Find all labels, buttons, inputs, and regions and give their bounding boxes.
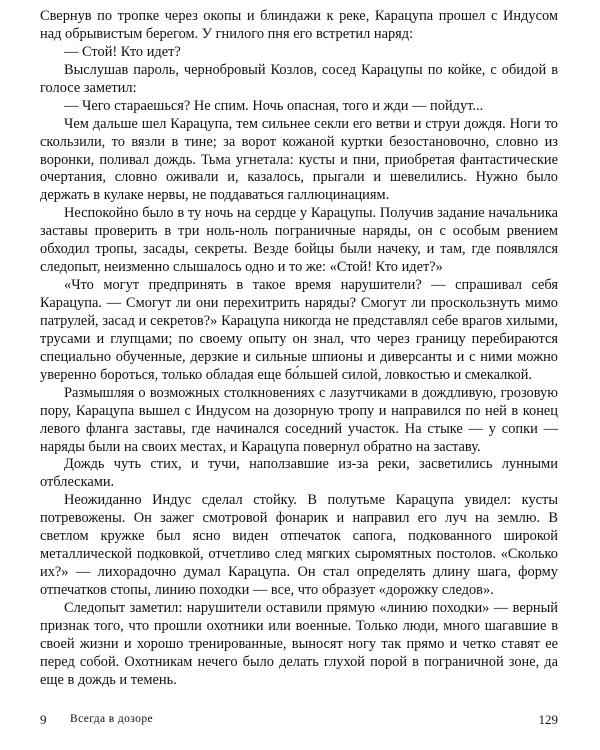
paragraph-6: Неспокойно было в ту ночь на сердце у Карацупы. Получив задание начальника заставы проверить в три ноль-ноль пограничные наряды, он с особым рвением обходил тропы, засады, секреты. Везде бойцы были начеку, и там, где появлялся следопыт, неизменно слышалось одно и то же: «Стой! Кто идет?» (40, 205, 558, 276)
paragraph-4: — Чего стараешься? Не спим. Ночь опасная, того и жди — пойдут... (64, 97, 484, 114)
body-text (40, 8, 558, 690)
paragraph-1: Свернув по тропке через окопы и блиндажи к реке, Карацупа прошел с Индусом над обрывистым берегом. У гнилого пня его встретил наряд: (40, 8, 558, 42)
paragraph-5: Чем дальше шел Карацупа, тем сильнее секли его ветви и струи дождя. Ноги то скользили, то вязли в тине; за ворот кожаной куртки безостановочно, словно из воронки, поливал дождь. Тьма угнетала: кусты и пни, приобретая фантастические очертания, словно оживали и, казалось, прыгали и шевелились. Нужно было держать в кулаке нервы, не поддаваться галлюцинациям. (40, 115, 558, 204)
signature-title: Всегда в дозоре (70, 713, 153, 725)
paragraph-2: — Стой! Кто идет? (64, 43, 181, 60)
signature-number: 9 (40, 712, 47, 727)
paragraph-11: Следопыт заметил: нарушители оставили прямую «линию походки» — верный признак того, что прошли охотники или военные. Только люди, много шагавшие в своей жизни и хорошо тренированные, выносят ногу так прямо и четко ставят ее перед собой. Охотникам нечего было делать глухой порой в пограничной зоне, да еще в дождь и темень. (40, 599, 558, 688)
paragraph-3: Выслушав пароль, чернобровый Козлов, сосед Карацупы по койке, с обидой в голосе заметил: (40, 61, 558, 96)
paragraph-7: «Что могут предпринять в такое время нарушители? — спрашивал себя Карацупа. — Смогут ли они перехитрить наряды? Смогут ли проскользнуть мимо патрулей, засад и секретов?» Карацупа никогда не представлял себе врагов хилыми, трусами и глупцами; по своему опыту он знал, что через границу перебираются специально обученные, дерзкие и сильные шпионы и диверсанты и с ними можно уверенно бороться, только обладая еще бо́льшей силой, ловкостью и смекалкой. (40, 277, 558, 383)
page-footer (40, 712, 558, 730)
paragraph-8: Размышляя о возможных столкновениях с лазутчиками в дождливую, грозовую пору, Карацупа вышел с Индусом на дозорную тропу и направился по ней в конец левого фланга заставы, где начинался соседний участок. На стыке — у сопки — наряды были на своих местах, и Карацупа повернул обратно на заставу. (40, 384, 558, 455)
paragraph-10: Неожиданно Индус сделал стойку. В полутьме Карацупа увидел: кусты потревожены. Он зажег смотровой фонарик и направил его луч на землю. В светлом кружке был ясно виден отпечаток сапога, подкованного широкой металлической подковкой, отчетливо след мягких сыромятных постолов. «Сколько их?» — лихорадочно думал Карацупа. Он стал определять длину шага, форму отпечатков стопы, линию походки — все, что образует «дорожку следов». (40, 492, 558, 598)
page-number: 129 (538, 712, 558, 727)
paragraph-9: Дождь чуть стих, и тучи, наползавшие из-за реки, засветились лунными отблесками. (40, 456, 558, 491)
